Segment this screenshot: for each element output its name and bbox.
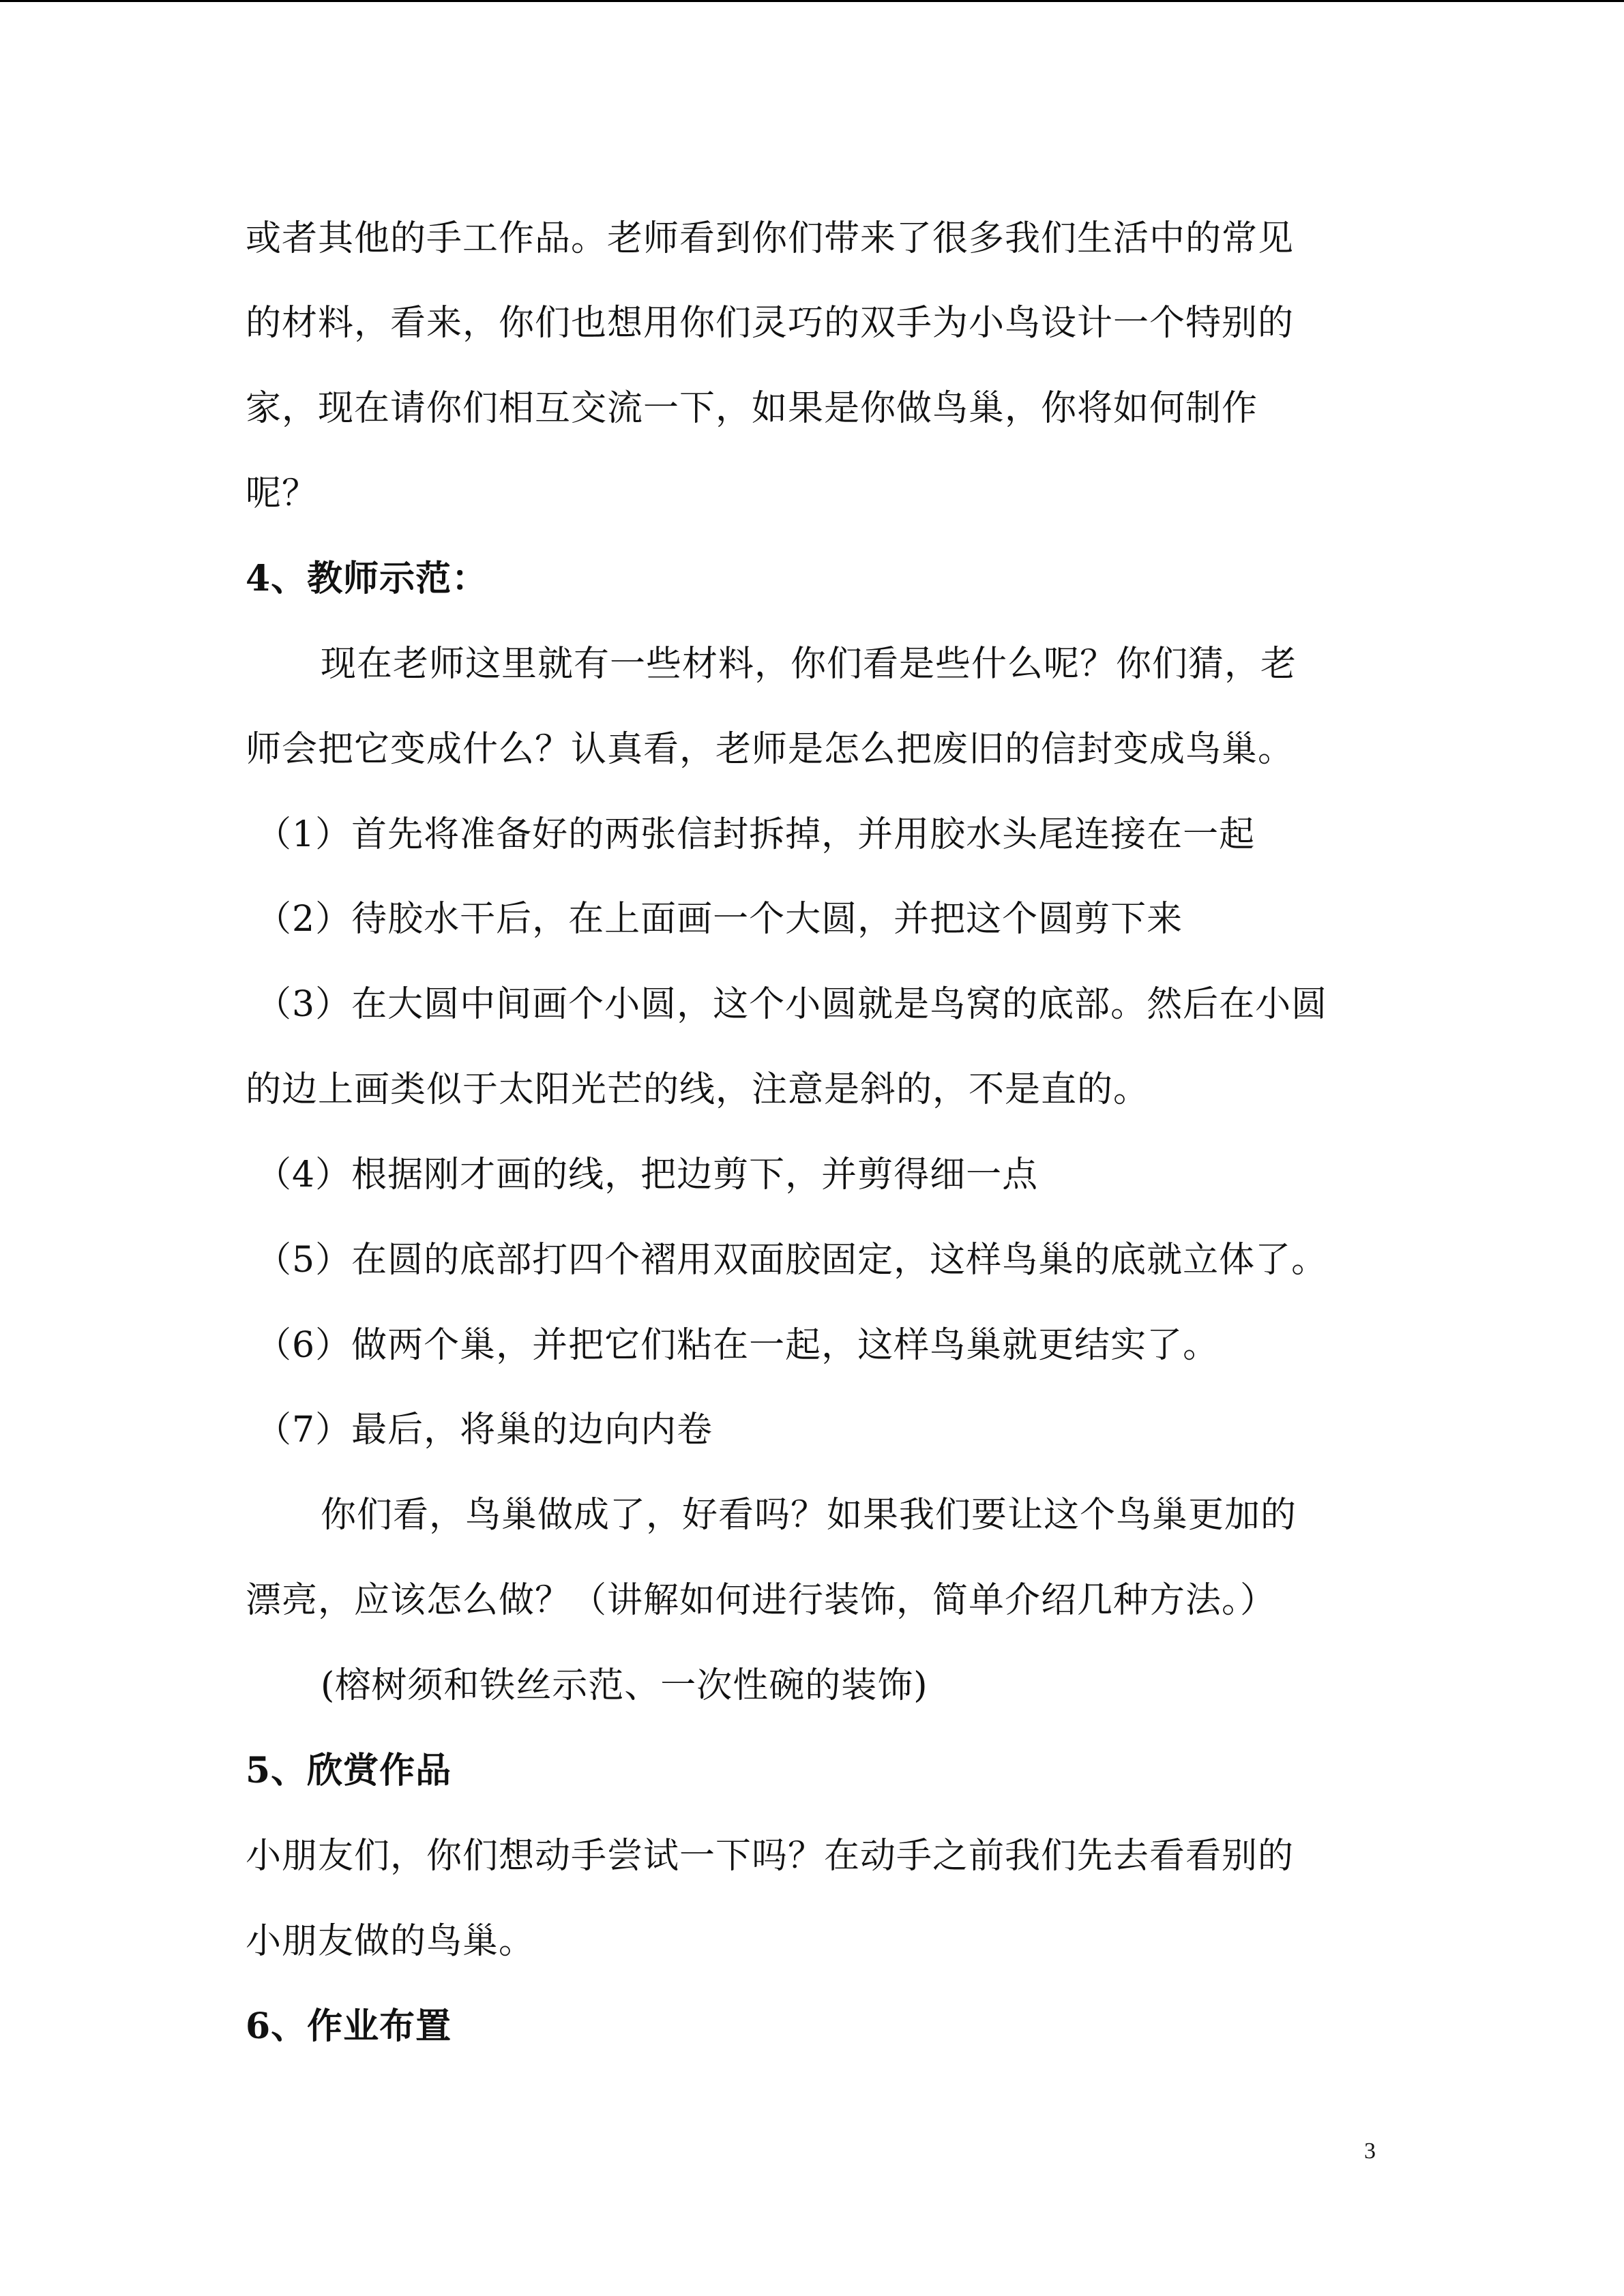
body-line: 的材料，看来，你们也想用你们灵巧的双手为小鸟设计一个特别的 — [246, 303, 1295, 344]
section-heading: 6、作业布置 — [246, 2006, 452, 2047]
page-number: 3 — [1364, 2138, 1376, 2164]
outro-line: 漂亮，应该怎么做？（讲解如何进行装饰，简单介绍几种方法。） — [246, 1580, 1277, 1621]
step-line: （6）做两个巢，并把它们粘在一起，这样鸟巢就更结实了。 — [256, 1325, 1220, 1366]
intro-line: 现在老师这里就有一些材料，你们看是些什么呢？你们猜，老 — [321, 644, 1297, 685]
step-line: （5）在圆的底部打四个褶用双面胶固定，这样鸟巢的底就立体了。 — [256, 1240, 1328, 1281]
step-line: 的边上画类似于太阳光芒的线，注意是斜的，不是直的。 — [246, 1069, 1150, 1110]
step-line: （2）待胶水干后，在上面画一个大圆，并把这个圆剪下来 — [256, 899, 1183, 940]
step-line: （4）根据刚才画的线，把边剪下，并剪得细一点 — [256, 1154, 1039, 1195]
step-line: （3）在大圆中间画个小圆，这个小圆就是鸟窝的底部。然后在小圆 — [256, 984, 1328, 1025]
page-top-border — [0, 0, 1624, 2]
section-heading: 5、欣赏作品 — [246, 1750, 452, 1791]
intro-line: 师会把它变成什么？认真看，老师是怎么把废旧的信封变成鸟巢。 — [246, 729, 1295, 770]
outro-line: 你们看，鸟巢做成了，好看吗？如果我们要让这个鸟巢更加的 — [321, 1495, 1297, 1536]
body-line: 呢？ — [246, 473, 319, 514]
step-line: （1）首先将准备好的两张信封拆掉，并用胶水头尾连接在一起 — [256, 814, 1256, 855]
step-line: （7）最后，将巢的边向内卷 — [256, 1410, 713, 1450]
body-line: 小朋友们，你们想动手尝试一下吗？在动手之前我们先去看看别的 — [246, 1836, 1295, 1877]
outro-line: (榕树须和铁丝示范、一次性碗的装饰) — [321, 1665, 928, 1706]
body-line: 小朋友做的鸟巢。 — [246, 1921, 535, 1962]
section-heading: 4、教师示范： — [246, 558, 488, 599]
body-line: 或者其他的手工作品。老师看到你们带来了很多我们生活中的常见 — [246, 218, 1295, 259]
body-line: 家，现在请你们相互交流一下，如果是你做鸟巢，你将如何制作 — [246, 388, 1258, 429]
